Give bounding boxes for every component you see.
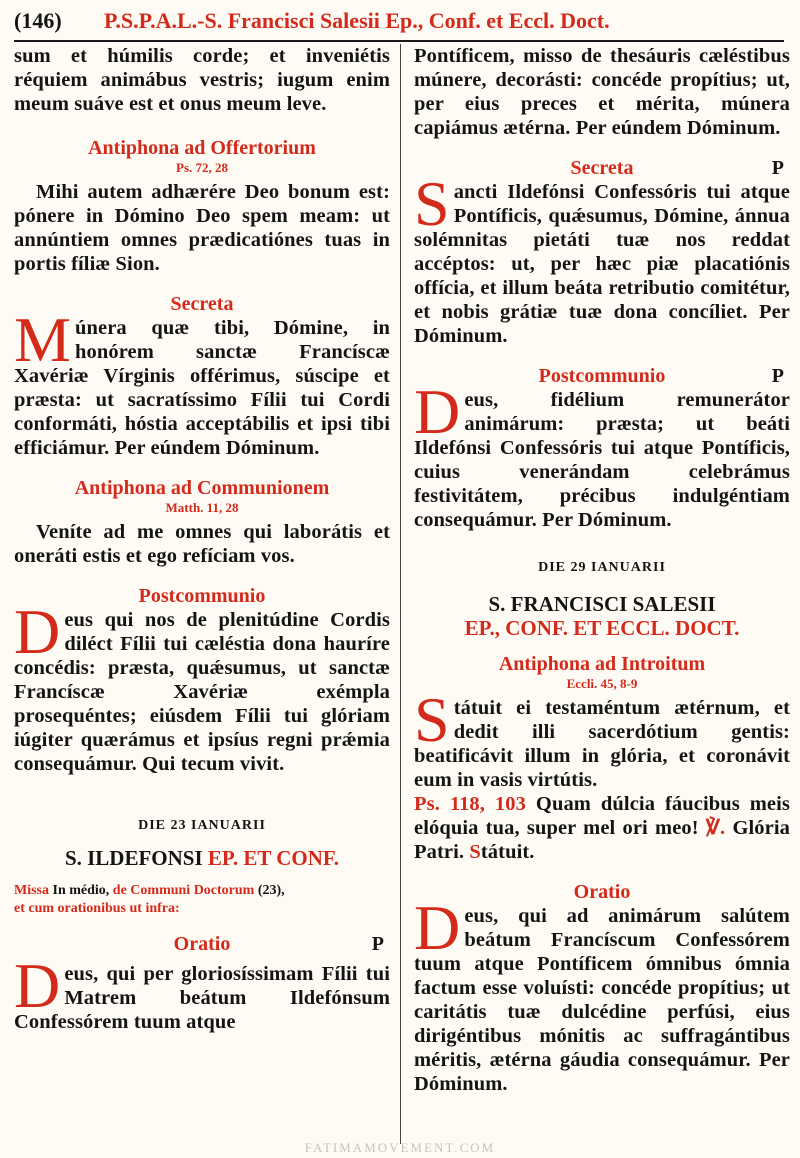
drop-cap: D: [14, 950, 61, 1021]
gloria-patri: Glória Patri.: [414, 817, 790, 863]
proper-mark: P: [371, 933, 384, 955]
postcommunion-text: eus, fidélium remunerátor animárum: præsta; ut beáti Ildefónsi Confessóris tui atque Pontíficis, cuius venerándam celebrámus festivitátem, précibus indulgéntiam consequámur. Per Dóminum.: [414, 389, 790, 531]
offertory-reference: Ps. 72, 28: [176, 160, 228, 175]
saint-rank: EP. ET CONF.: [207, 846, 340, 870]
oratio-text: eus, qui ad animárum salútem beátum Francíscum Confessórem tuum atque Pontíficem ómnibus ómnia factum esse voluísti: concéde propítius; ut caritátis tuæ dulcédine perfúsi, eius dirigéntibus mónitis ac suffragántibus méritis, ætérna gáudia consequámur. Per Dóminum.: [414, 905, 790, 1095]
saint-name: S. ILDEFONSI: [64, 846, 203, 870]
postcommunion-heading: Postcommunio: [138, 585, 266, 607]
left-column: [14, 44, 390, 1034]
continued-text: sum et húmilis corde; et inveniétis réquiem animábus vestris; iugum enim meum suáve est et onus meum leve.: [14, 45, 390, 115]
offertory-text: Mihi autem adhærére Deo bonum est: pónere in Dómino Deo spem meam: ut annúntiem omnes prædicatiónes tuas in portis fíliæ Sion.: [14, 181, 390, 275]
postcommunion-text: eus qui nos de plenitúdine Cordis diléct Fílii tui cæléstia dona hauríre concédis: præsta, quǽsumus, ut sanctæ Francíscæ Xavériæ exémpla prosequéntes; eiúsdem Fílii tui glóriam iúgiter quærámus et ipsíus regni prǽmia consequámur. Qui tecum vivit.: [14, 609, 390, 775]
drop-cap: D: [14, 596, 61, 667]
secret-heading-row: [414, 156, 790, 180]
repeat-rest: tátuit.: [480, 841, 535, 863]
versicle-symbol: ℣.: [705, 817, 726, 839]
communion-heading: Antiphona ad Communionem: [74, 477, 330, 499]
watermark: FATIMAMOVEMENT.COM: [304, 1140, 496, 1155]
oratio-text: eus, qui per gloriosíssimam Fílii tui Matrem beátum Ildefónsum Confessórem tuum atque: [14, 963, 390, 1033]
page-number: (146): [14, 8, 62, 33]
right-column: [414, 44, 790, 1096]
introit-text: tátuit ei testaméntum ætérnum, et dedit illi sacerdótium gentis: beatificávit illum in glória, et coronávit eum in vasis virtútis.: [414, 697, 790, 791]
secret-heading: Secreta: [570, 157, 634, 179]
introit-paragraph: [414, 684, 790, 792]
saint-rank: EP., CONF. ET ECCL. DOCT.: [464, 616, 740, 640]
psalm-verse: [414, 792, 790, 864]
rubric-missa: Missa: [14, 883, 49, 898]
drop-cap: M: [14, 304, 72, 375]
oratio-heading: Oratio: [173, 933, 231, 955]
feast-date: DIE 29 IANUARII: [538, 560, 666, 575]
page-header: [14, 4, 784, 42]
proper-mark: P: [771, 365, 784, 387]
drop-cap: D: [414, 376, 461, 447]
repeat-initial: S: [469, 841, 481, 863]
rubric-number: (23),: [257, 883, 285, 898]
secret-heading: Secreta: [170, 293, 234, 315]
communion-reference: Matth. 11, 28: [165, 500, 239, 515]
oratio-heading-row: [14, 932, 390, 956]
introit-heading: Antiphona ad Introitum: [498, 653, 706, 675]
oratio-paragraph: [14, 950, 390, 1034]
postcommunion-heading-row: [414, 364, 790, 388]
psalm-reference: Ps. 118, 103: [414, 793, 526, 815]
drop-cap: S: [414, 684, 450, 755]
column-divider: [400, 44, 401, 1144]
drop-cap: D: [414, 892, 461, 963]
proper-mark: P: [771, 157, 784, 179]
running-title: P.S.P.A.L.-S. Francisci Salesii Ep., Conf. et Eccl. Doct.: [104, 8, 610, 33]
oratio-heading: Oratio: [573, 881, 631, 903]
offertory-heading: Antiphona ad Offertorium: [88, 137, 316, 159]
introit-reference: Eccli. 45, 8-9: [566, 676, 638, 691]
drop-cap: S: [414, 168, 450, 239]
postcommunion-heading: Postcommunio: [538, 365, 666, 387]
psalm-text: Quam dúlcia fáucibus meis elóquia tua, super mel ori meo!: [414, 793, 790, 839]
continued-text: Pontíficem, misso de thesáuris cæléstibus múnere, decorásti: concéde propítius; ut, per eius preces et mérita, múnera capiámus ætérna. Per eúndem Dóminum.: [414, 45, 790, 139]
feast-date: DIE 23 IANUARII: [138, 818, 266, 833]
secret-text: únera quæ tibi, Dómine, in honórem sanctæ Francíscæ Xavériæ Vírginis offérimus, súscipe et præsta: ut sacratíssimo Fílii tui Cordi conformáti, hóstia acceptábilis et ipsi tibi efficiámur. Per eúndem Dóminum.: [14, 317, 390, 459]
mass-rubric: [14, 882, 390, 918]
rubric-line2: et cum orationibus ut infra:: [14, 901, 180, 916]
rubric-de-communi: de Communi Doctorum: [112, 883, 255, 898]
saint-title: [14, 846, 390, 870]
secret-text: ancti Ildefónsi Confessóris tui atque Pontíficis, quǽsumus, Dómine, ánnua solémnitas pietáti tuæ nos reddat accéptos: ut, per hæc piæ placatiónis offícia, et illum beáta retributio comitétur, et nobis grátiæ tuæ dona concíliet. Per Dóminum.: [414, 181, 790, 347]
rubric-in-medio: In médio,: [52, 883, 110, 898]
saint-name: S. FRANCISCI SALESII: [488, 592, 716, 616]
communion-text: Veníte ad me omnes qui laborátis et oneráti estis et ego refíciam vos.: [14, 521, 390, 567]
